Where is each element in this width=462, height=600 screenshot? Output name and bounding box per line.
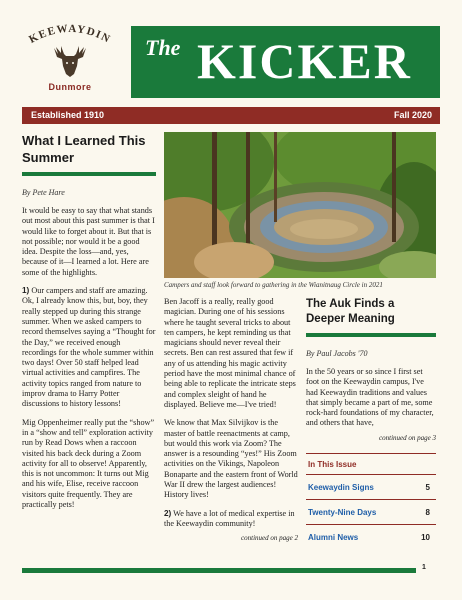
list-number: 2) bbox=[164, 508, 172, 518]
col2-paragraph-2: We know that Max Silvijkov is the master of battle reenactments at camp, but would this work via Zoom? The answer is a resounding “yes!” His Zoom activities on the Vikings, Napoleon Bonaparte and the eastern front of World War II drew the largest audiences! History lives! bbox=[164, 418, 298, 500]
col2-paragraph-3 bbox=[164, 509, 298, 530]
col2-paragraph-1: Ben Jacoff is a really, really good magician. During one of his sessions where he taught several tricks to about ten campers, he kept reminding us that magicians should never reveal their secrets. Ben can rest assured that few if any of us attending his magic activity period have the most minimal chance of being able to replicate the intricate steps and complex sleight of hand he displayed. Believe me—I've tried! bbox=[164, 297, 296, 409]
continued-link-page-2[interactable]: continued on page 2 bbox=[241, 534, 298, 543]
issue-banner bbox=[22, 107, 440, 124]
toc-item-title: Twenty-Nine Days bbox=[308, 507, 377, 517]
feature-paragraph-3: Mig Oppenheimer really put the “show” in a “show and tell” exploration activity run by Read Dows when a raccoon visited his back deck during a Zoom activity for all to observe! Apparently, this is not uncommon: It turns out Mig and his wife, Elise, receive raccoon visitors quite frequently. They are practically pets! bbox=[22, 417, 155, 510]
logo-subtitle: Dunmore bbox=[48, 82, 92, 92]
in-this-issue-box bbox=[306, 453, 436, 549]
issue-date: Fall 2020 bbox=[393, 110, 432, 120]
toc-item-page: 10 bbox=[421, 532, 430, 542]
col2-paragraph-3-text: We have a lot of medical expertise in the Keewaydin community! bbox=[164, 508, 295, 528]
toc-item[interactable] bbox=[306, 474, 436, 499]
in-this-issue-heading: In This Issue bbox=[306, 453, 436, 474]
auk-byline: By Paul Jacobs '70 bbox=[306, 349, 368, 358]
masthead bbox=[131, 26, 440, 98]
masthead-the: The bbox=[145, 35, 181, 60]
amphitheater-photo bbox=[164, 132, 436, 278]
toc-item-title: Alumni News bbox=[308, 532, 359, 542]
feature-title-rule bbox=[22, 172, 156, 176]
list-number: 1) bbox=[22, 286, 30, 296]
page-number: 1 bbox=[422, 564, 426, 571]
footer-rule bbox=[22, 568, 416, 573]
feature-paragraph-2 bbox=[22, 286, 156, 410]
toc-item[interactable] bbox=[306, 524, 436, 549]
toc-item-title: Keewaydin Signs bbox=[308, 482, 374, 492]
feature-paragraph-2-text: Our campers and staff are amazing. Ok, I already know this, but, boy, they really stepped up during this strange summer. When we asked campers to record themselves saying a “Thought for the Day,” we received enough recordings for the whole summer within two days! Over 50 staff helped lead virtual activities and campfires. The activity topics ranged from nature to improv drama to Harry Potter discussions to history lessons! bbox=[22, 286, 156, 409]
camp-logo bbox=[14, 20, 126, 106]
feature-paragraph-1: It would be easy to say that what stands out most about this past summer is that I would like to forget about it. But that is not possible; nor would it be a good idea. Despite the loss—and, yes, because of it—I learned a lot. Here are some of the highlights. bbox=[22, 206, 155, 277]
auk-title: The Auk Finds a Deeper Meaning bbox=[306, 298, 395, 325]
masthead-title: KICKER bbox=[197, 33, 412, 89]
toc-item-page: 8 bbox=[425, 507, 430, 517]
auk-title-rule bbox=[306, 333, 436, 337]
photo-caption: Campers and staff look forward to gathering in the Wianitnaug Circle in 2021 bbox=[164, 281, 383, 289]
feature-title: What I Learned This Summer bbox=[22, 133, 146, 165]
auk-paragraph-1: In the 50 years or so since I first set foot on the Keewaydin campus, I've had Keewaydin traditions and values that simply became a part of me, some rock-hard foundations of my character, and others that have, bbox=[306, 367, 434, 428]
toc-item-page: 5 bbox=[425, 482, 430, 492]
feature-byline: By Pete Hare bbox=[22, 188, 65, 197]
established-label: Established 1910 bbox=[31, 110, 105, 120]
toc-item[interactable] bbox=[306, 499, 436, 524]
moose-icon bbox=[50, 44, 90, 78]
feature-continuation bbox=[164, 297, 298, 542]
continued-link-page-3[interactable]: continued on page 3 bbox=[379, 433, 436, 442]
auk-article bbox=[306, 297, 436, 442]
feature-article bbox=[22, 132, 156, 510]
svg-text:KEEWAYDIN: KEEWAYDIN bbox=[27, 22, 113, 46]
